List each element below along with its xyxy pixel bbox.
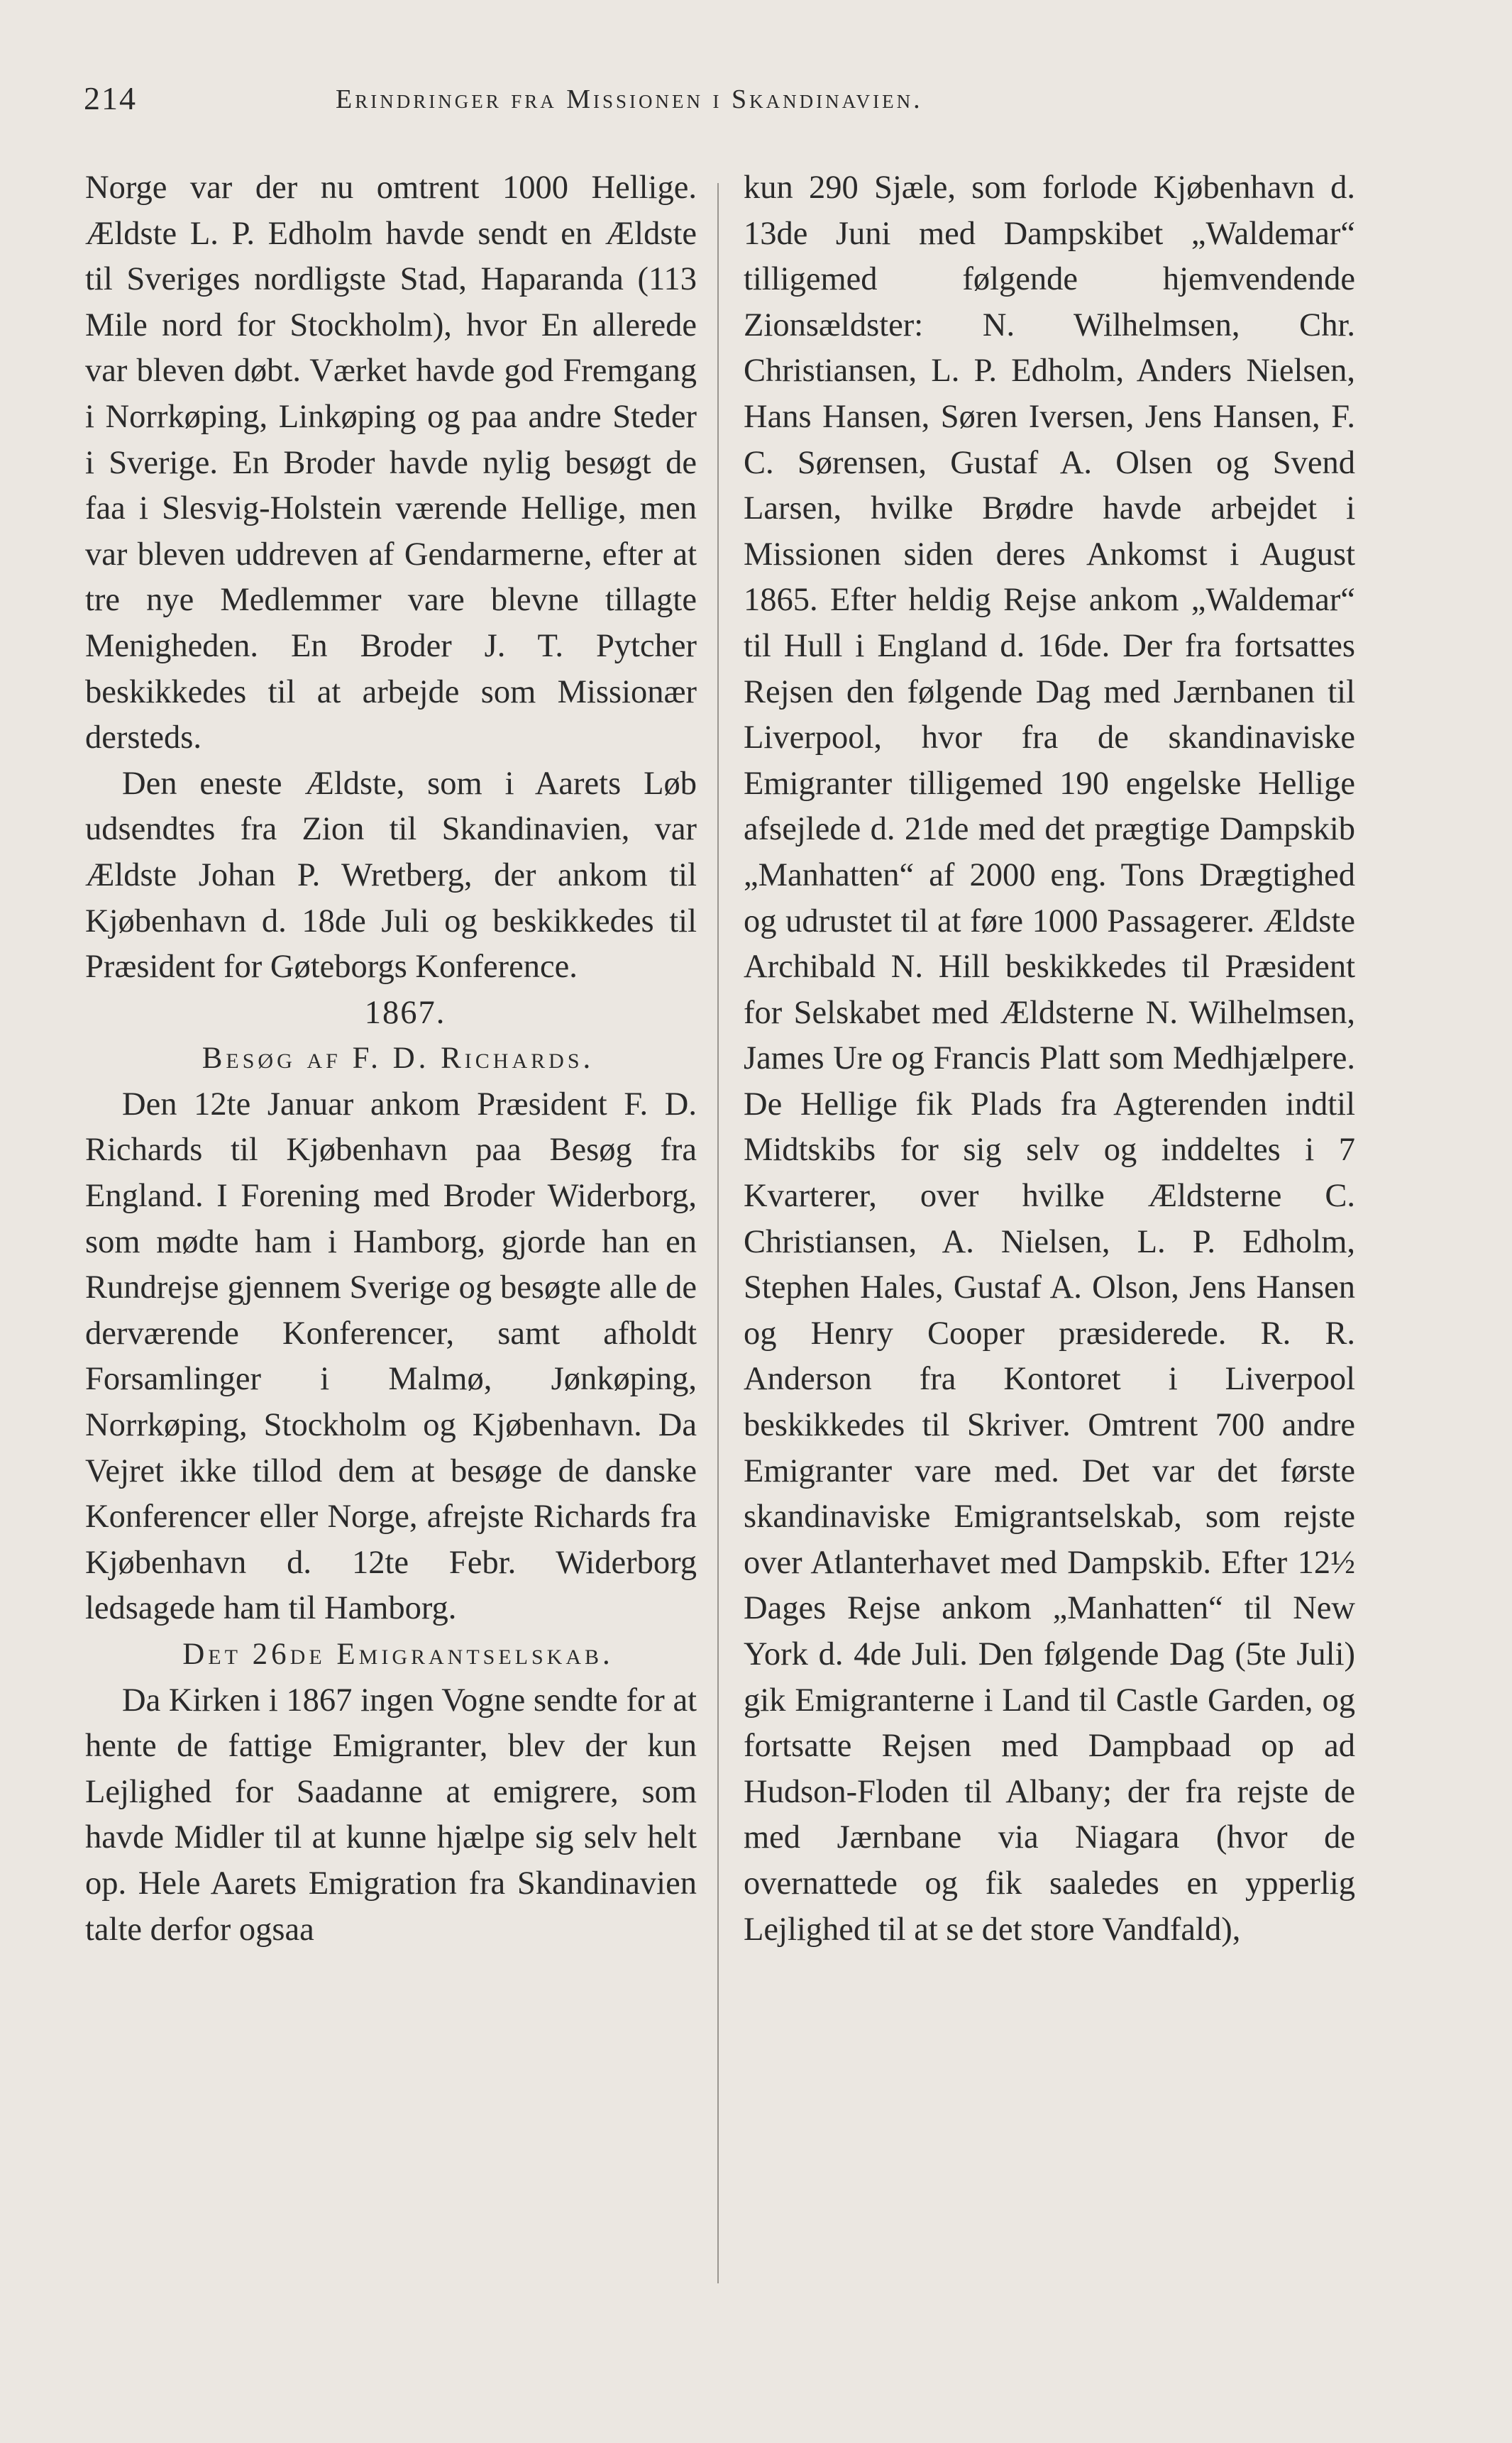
page-number: 214: [84, 80, 137, 116]
running-title: Erindringer fra Missionen i Skandinavien.: [336, 84, 923, 114]
section-heading-emigrant-company: Det 26de Emigrantselskab.: [182, 1638, 614, 1671]
page-header: [84, 79, 1418, 122]
left-paragraph-1: Norge var der nu omtrent 1000 Hellige. Ældste L. P. Edholm havde sendt en Ældste til Sveriges nordligste Stad, Haparanda (113 Mile nord for Stockholm), hvor En allerede var bleven døbt. Værket havde god Fremgang i Norrkøping, Linkøping og paa andre Steder i Sverige. En Broder havde nylig besøgt de faa i Slesvig-Holstein værende Hellige, men var bleven uddreven af Gendarmerne, efter at tre nye Medlemmer vare blevne tillagte Menigheden. En Broder J. T. Pytcher beskikkedes til at arbejde som Missionær dersteds.: [85, 170, 697, 756]
right-paragraph-1: kun 290 Sjæle, som forlode Kjøbenhavn d. 13de Juni med Dampskibet „Waldemar“ tilligemed følgende hjemvendende Zionsældster: N. Wilhelmsen, Chr. Christiansen, L. P. Edholm, Anders Nielsen, Hans Hansen, Søren Iversen, Jens Hansen, F. C. Sørensen, Gustaf A. Olsen og Svend Larsen, hvilke Brødre havde arbejdet i Missionen siden deres Ankomst i August 1865. Efter heldig Rejse ankom „Waldemar“ til Hull i England d. 16de. Der fra fortsattes Rejsen den følgende Dag med Jærnbanen til Liverpool, hvor fra de skandinaviske Emigranter tilligemed 190 engelske Hellige afsejlede d. 21de med det prægtige Dampskib „Manhatten“ af 2000 eng. Tons Drægtighed og udrustet til at føre 1000 Passagerer. Ældste Archibald N. Hill beskikkedes til Præsident for Selskabet med Ældsterne N. Wilhelmsen, James Ure og Francis Platt som Medhjælpere. De Hellige fik Plads fra Agterenden indtil Midtskibs for sig selv og inddeltes i 7 Kvarterer, over hvilke Ældsterne C. Christiansen, A. Nielsen, L. P. Edholm, Stephen Hales, Gustaf A. Olson, Jens Hansen og Henry Cooper præsiderede. R. R. Anderson fra Kontoret i Liverpool beskikkedes til Skriver. Omtrent 700 andre Emigranter vare med. Det var det første skandinaviske Emigrantselskab, som rejste over Atlanterhavet med Dampskib. Efter 12½ Dages Rejse ankom „Manhatten“ til New York d. 4de Juli. Den følgende Dag (5te Juli) gik Emigranterne i Land til Castle Garden, og fortsatte Rejsen med Dampbaad op ad Hudson-Floden til Albany; der fra rejste de med Jærnbane via Niagara (hvor de overnattede og fik saaledes en ypperlig Lejlighed til at se det store Vandfald),: [744, 170, 1355, 1948]
column-divider: [717, 183, 719, 2283]
left-paragraph-2: Den eneste Ældste, som i Aarets Løb udsendtes fra Zion til Skandinavien, var Ældste Johan P. Wretberg, der ankom til Kjøbenhavn d. 18de Juli og beskikkedes til Præsident for Gøteborgs Konference.: [85, 765, 697, 986]
left-paragraph-4: Da Kirken i 1867 ingen Vogne sendte for at hente de fattige Emigranter, blev der kun Lejlighed for Saadanne at emigrere, som havde Midler til at kunne hjælpe sig selv helt op. Hele Aarets Emigration fra Skandinavien talte derfor ogsaa: [85, 1682, 697, 1948]
year-heading: 1867.: [364, 994, 446, 1031]
left-paragraph-3: Den 12te Januar ankom Præsident F. D. Richards til Kjøbenhavn paa Besøg fra England. I Forening med Broder Widerborg, som mødte ham i Hamborg, gjorde han en Rundrejse gjennem Sverige og besøgte alle de derværende Konferencer, samt afholdt Forsamlinger i Malmø, Jønkøping, Norrkøping, Stockholm og Kjøbenhavn. Da Vejret ikke tillod dem at besøge de danske Konferencer eller Norge, afrejste Richards fra Kjøbenhavn d. 12te Febr. Widerborg ledsagede ham til Hamborg.: [85, 1086, 697, 1627]
right-column: [744, 165, 1355, 1953]
left-column: [85, 165, 697, 1953]
section-heading-richards: Besøg af F. D. Richards.: [202, 1042, 595, 1076]
